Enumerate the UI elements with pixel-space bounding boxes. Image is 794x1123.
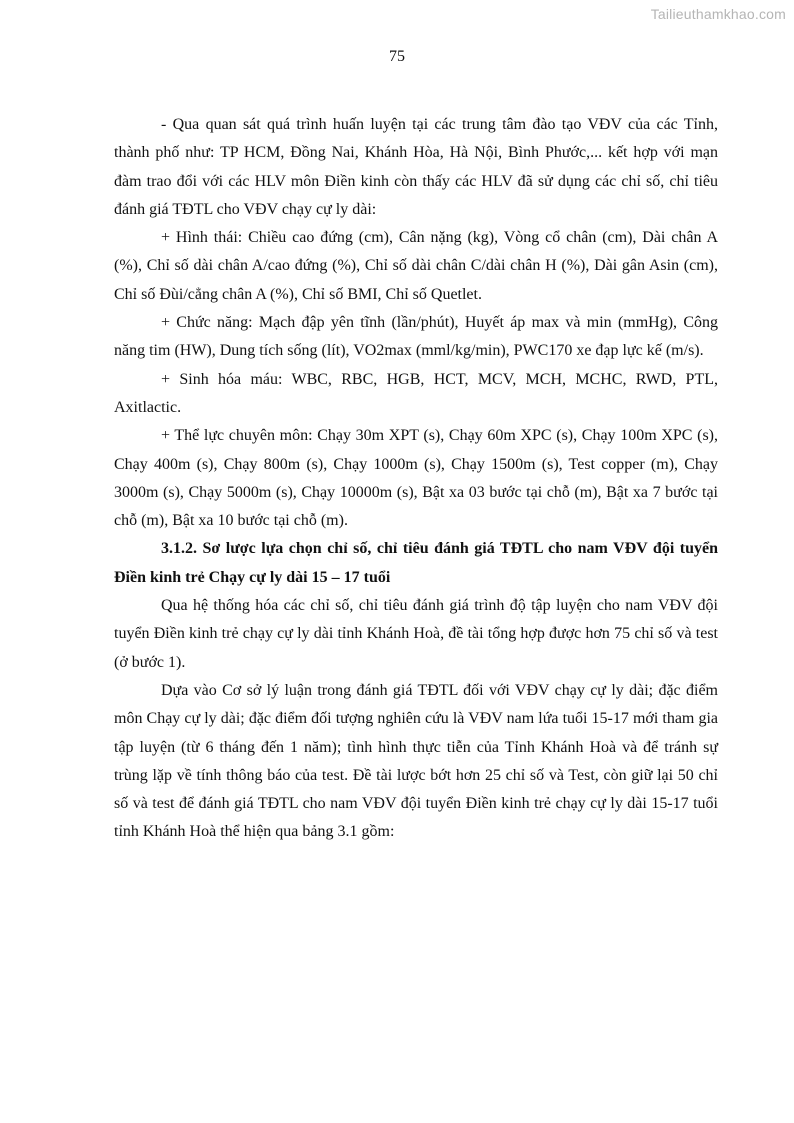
document-body	[114, 111, 718, 847]
watermark: Tailieuthamkhao.com	[650, 6, 786, 22]
page-number: 75	[389, 48, 405, 65]
paragraph-observation: - Qua quan sát quá trình huấn luyện tại các trung tâm đào tạo VĐV của các Tỉnh, thành phố như: TP HCM, Đồng Nai, Khánh Hòa, Hà Nội, Bình Phước,... kết hợp với mạn đàm trao đổi với các HLV môn Điền kinh còn thấy các HLV đã sử dụng các chỉ số, chỉ tiêu đánh giá TĐTL cho VĐV chạy cự ly dài:	[114, 116, 718, 218]
paragraph-specialized-fitness: + Thể lực chuyên môn: Chạy 30m XPT (s), Chạy 60m XPC (s), Chạy 100m XPC (s), Chạy 400m (s), Chạy 800m (s), Chạy 1000m (s), Chạy 1500m (s), Test copper (m), Chạy 3000m (s), Chạy 5000m (s), Chạy 10000m (s), Bật xa 03 bước tại chỗ (m), Bật xa 7 bước tại chỗ (m), Bật xa 10 bước tại chỗ (m).	[114, 427, 718, 530]
section-heading: 3.1.2. Sơ lược lựa chọn chỉ số, chỉ tiêu đánh giá TĐTL cho nam VĐV đội tuyển Điền kinh trẻ Chạy cự ly dài 15 – 17 tuổi	[114, 540, 718, 586]
paragraph-function: + Chức năng: Mạch đập yên tĩnh (lần/phút), Huyết áp max và min (mmHg), Công năng tim (HW), Dung tích sống (lít), VO2max (mml/kg/min), PWC170 xe đạp lực kế (m/s).	[114, 314, 718, 360]
paragraph-morphology: + Hình thái: Chiều cao đứng (cm), Cân nặng (kg), Vòng cổ chân (cm), Dài chân A (%), Chỉ số dài chân A/cao đứng (%), Chỉ số dài chân C/dài chân H (%), Dài gân Asin (cm), Chỉ số Đùi/cẳng chân A (%), Chỉ số BMI, Chỉ số Quetlet.	[114, 229, 718, 303]
paragraph-selection-basis: Dựa vào Cơ sở lý luận trong đánh giá TĐTL đối với VĐV chạy cự ly dài; đặc điểm môn Chạy cự ly dài; đặc điểm đối tượng nghiên cứu là VĐV nam lứa tuổi 15-17 mới tham gia tập luyện (từ 6 tháng đến 1 năm); tình hình thực tiễn của Tỉnh Khánh Hoà và để tránh sự trùng lặp về tính thông báo của test. Đề tài lược bớt hơn 25 chỉ số và Test, còn giữ lại 50 chỉ số và test để đánh giá TĐTL cho nam VĐV đội tuyển Điền kinh trẻ chạy cự ly dài 15-17 tuổi tỉnh Khánh Hoà thể hiện qua bảng 3.1 gồm:	[114, 681, 718, 841]
paragraph-systematization: Qua hệ thống hóa các chỉ số, chỉ tiêu đánh giá trình độ tập luyện cho nam VĐV đội tuyển Điền kinh trẻ chạy cự ly dài tỉnh Khánh Hoà, đề tài tổng hợp được hơn 75 chỉ số và test (ở bước 1).	[114, 597, 718, 671]
paragraph-blood-biochemistry: + Sinh hóa máu: WBC, RBC, HGB, HCT, MCV, MCH, MCHC, RWD, PTL, Axitlactic.	[114, 370, 718, 416]
